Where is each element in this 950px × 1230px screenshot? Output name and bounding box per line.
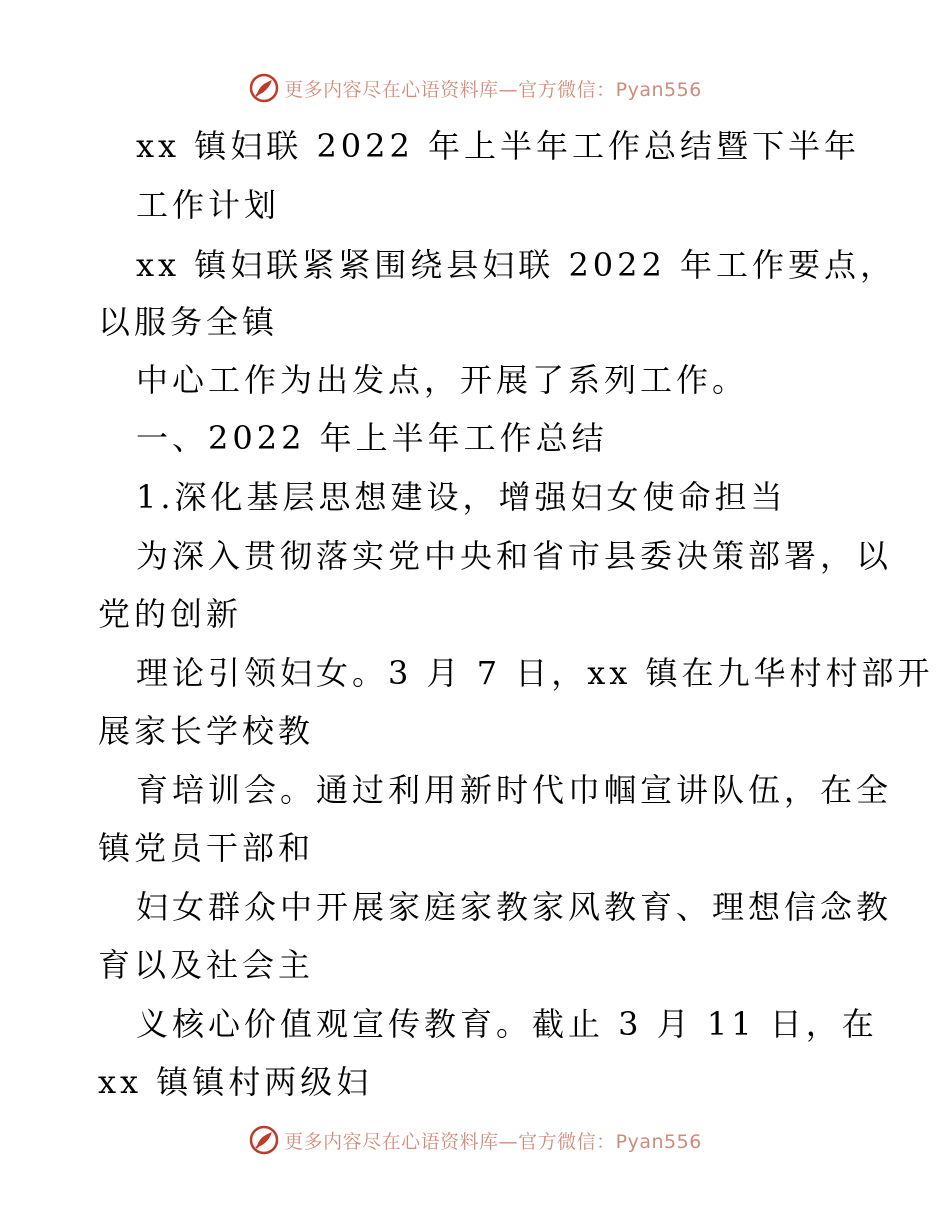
banner-slogan: 更多内容尽在心语资料库—官方微信：Pyan556 [284, 1130, 702, 1153]
paragraph-line: 中心工作为出发点，开展了系列工作。 [136, 361, 749, 399]
paragraph-line: 展家长学校教 [98, 712, 315, 750]
title-line-2: 工作计划 [136, 186, 281, 224]
paragraph-line: xx 镇妇联紧紧围绕县妇联 2022 年工作要点， [136, 246, 897, 284]
section-heading: 一、2022 年上半年工作总结 [136, 419, 608, 457]
title-line-1: xx 镇妇联 2022 年上半年工作总结暨下半年 [136, 127, 861, 165]
paragraph-line: 为深入贯彻落实党中央和省市县委决策部署，以 [136, 537, 893, 575]
header-banner [0, 72, 950, 104]
paragraph-line: 以服务全镇 [98, 303, 279, 341]
paragraph-line: 镇党员干部和 [98, 829, 315, 867]
paragraph-line: 妇女群众中开展家庭家教家风教育、理想信念教 [136, 888, 893, 926]
paragraph-line: 理论引领妇女。3 月 7 日，xx 镇在九华村村部开 [136, 654, 934, 692]
paragraph-line: 义核心价值观宣传教育。截止 3 月 11 日，在 [136, 1005, 878, 1043]
paragraph-line: 育培训会。通过利用新时代巾帼宣讲队伍，在全 [136, 771, 893, 809]
paragraph-line: xx 镇镇村两级妇 [98, 1063, 373, 1101]
banner-slogan: 更多内容尽在心语资料库—官方微信：Pyan556 [284, 78, 702, 101]
lotus-pen-icon [248, 1124, 280, 1156]
paragraph-line: 育以及社会主 [98, 946, 315, 984]
lotus-pen-icon [248, 72, 280, 104]
paragraph-line: 党的创新 [98, 595, 243, 633]
footer-banner [0, 1124, 950, 1156]
subsection-heading: 1.深化基层思想建设，增强妇女使命担当 [136, 478, 787, 516]
